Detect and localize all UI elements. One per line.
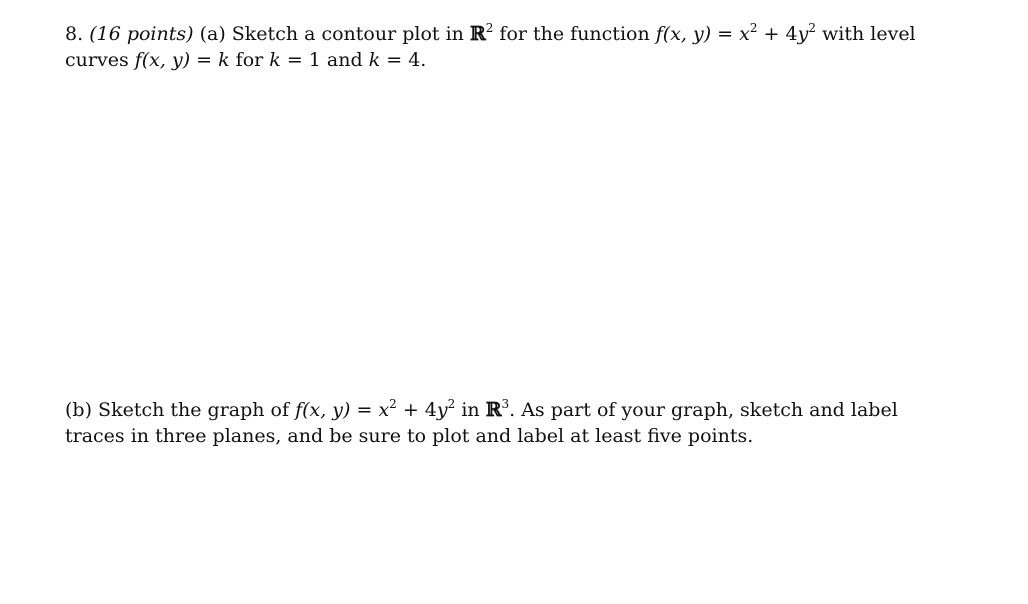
level-k-2: k — [368, 49, 381, 71]
function-lhs: f(x, y) — [655, 23, 712, 45]
part-b-line-1 — [65, 397, 915, 423]
real-space-3-exponent: 3 — [501, 396, 510, 411]
graph-equals: = — [350, 399, 379, 421]
graph-var-y: y — [436, 399, 448, 421]
level-equals: = — [190, 49, 219, 71]
level-value-2: = 4. — [380, 49, 427, 71]
graph-var-x: x — [378, 399, 390, 421]
problem-points: (16 points) — [89, 23, 194, 45]
part-a-curves-text: curves — [65, 49, 135, 71]
part-a-tail: with level — [815, 23, 916, 45]
answer-space-part-b[interactable] — [65, 455, 915, 595]
graph-exponent-x: 2 — [389, 396, 397, 411]
var-y: y — [797, 23, 809, 45]
graph-plus-coefficient: + 4 — [396, 399, 437, 421]
graph-exponent-y: 2 — [447, 396, 456, 411]
part-a-text-1: Sketch a contour plot in — [231, 23, 470, 45]
real-space-exponent: 2 — [485, 20, 494, 35]
part-b-tail: . As part of your graph, sketch and label — [509, 399, 898, 421]
answer-space-part-a[interactable] — [65, 78, 915, 388]
graph-function-lhs: f(x, y) — [295, 399, 351, 421]
part-b-label: (b) — [65, 399, 92, 421]
part-a-line-2 — [65, 47, 915, 73]
real-space-3-symbol: ℝ — [485, 399, 502, 421]
equals-sign: = — [711, 23, 740, 45]
part-a-text-2: for the function — [493, 23, 656, 45]
problem-8-part-b — [65, 397, 915, 449]
for-text: for — [229, 49, 270, 71]
graph-in-text: in — [455, 399, 486, 421]
plus-coefficient: + 4 — [757, 23, 798, 45]
level-value-1: = 1 and — [280, 49, 369, 71]
real-space-symbol: ℝ — [469, 23, 486, 45]
part-a-label: (a) — [199, 23, 226, 45]
problem-8-part-a — [65, 21, 915, 73]
part-a-line-1 — [65, 21, 915, 47]
level-function: f(x, y) — [134, 49, 191, 71]
part-b-text-1: Sketch the graph of — [98, 399, 296, 421]
exponent-y: 2 — [808, 20, 816, 35]
var-x: x — [739, 23, 750, 45]
problem-number: 8. — [65, 23, 84, 45]
level-k: k — [218, 49, 230, 71]
level-k-1: k — [269, 49, 281, 71]
exponent-x: 2 — [749, 20, 758, 35]
part-b-line-2: traces in three planes, and be sure to plot and label at least five points. — [65, 425, 754, 447]
